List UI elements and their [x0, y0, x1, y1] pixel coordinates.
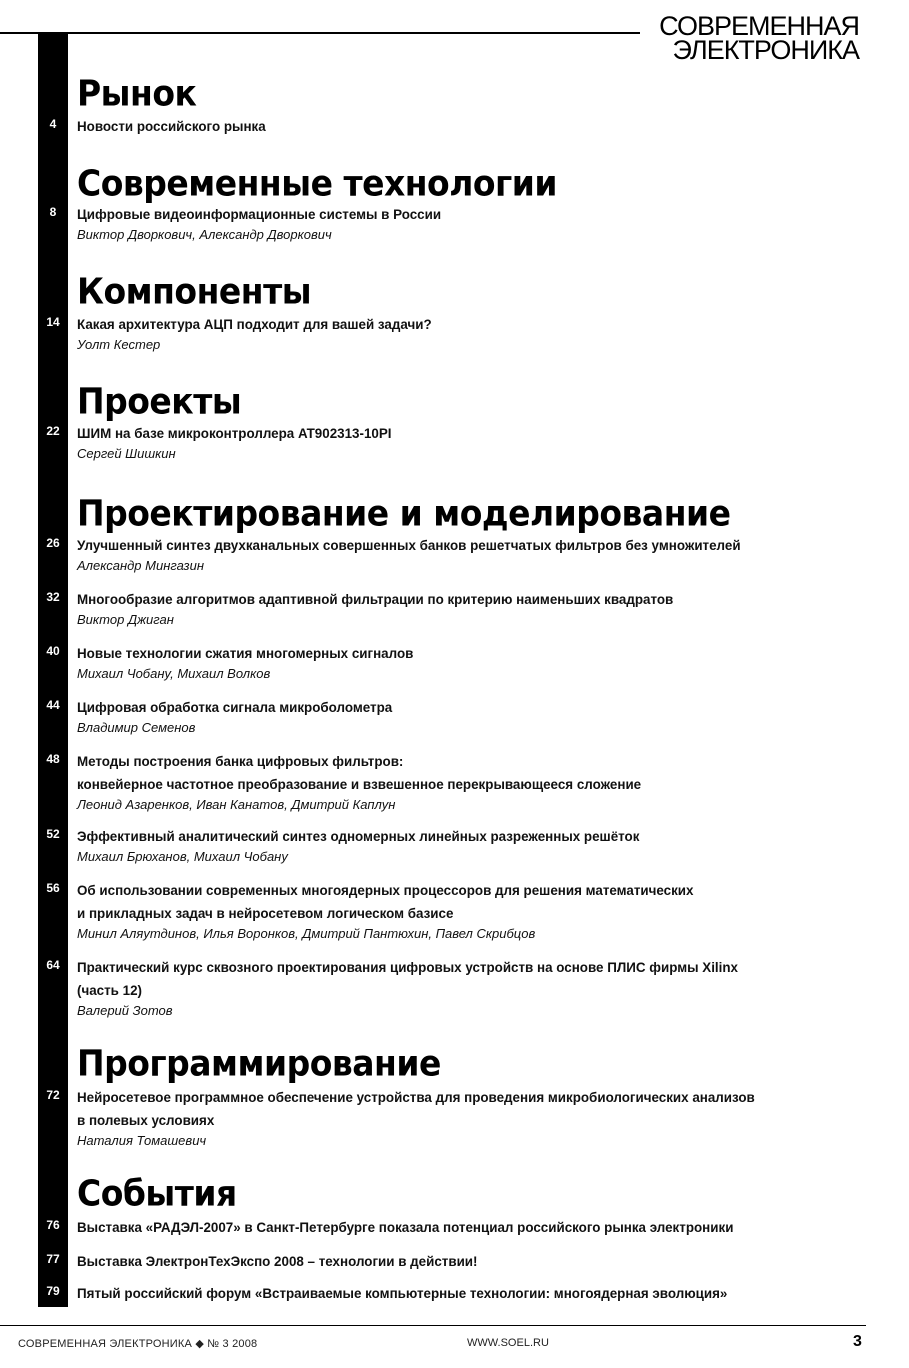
entry-title-line: Новости российского рынка [77, 119, 266, 134]
entry-page-number: 32 [46, 590, 60, 604]
entry-title-line: Цифровая обработка сигнала микроболометра [77, 700, 393, 715]
entry-page-number: 77 [46, 1252, 60, 1266]
entry-title-line: конвейерное частотное преобразование и взвешенное перекрывающееся сложение [77, 777, 642, 792]
entry-title-line: Цифровые видеоинформационные системы в России [77, 207, 442, 222]
entry-author: Наталия Томашевич [77, 1133, 207, 1148]
footer-issue-info: СОВРЕМЕННАЯ ЭЛЕКТРОНИКА ◆ № 3 2008 [18, 1338, 258, 1350]
entry-title [77, 1086, 877, 1132]
entry-title-line: Нейросетевое программное обеспечение устройства для проведения микробиологических анализов [77, 1090, 755, 1105]
entry-title-line: Эффективный аналитический синтез одномерных линейных разреженных решёток [77, 829, 640, 844]
section-title: Компоненты [77, 270, 312, 313]
entry-title [77, 115, 877, 138]
entry-title [77, 825, 877, 848]
entry-title [77, 203, 877, 226]
entry-page-number: 76 [46, 1218, 60, 1232]
entry-title-line: в полевых условиях [77, 1113, 215, 1128]
entry-title [77, 696, 877, 719]
entry-page-number: 26 [46, 536, 60, 550]
entry-title [77, 534, 877, 557]
entry-author: Уолт Кестер [77, 337, 161, 352]
entry-title-line: Методы построения банка цифровых фильтров: [77, 754, 404, 769]
entry-author: Леонид Азаренков, Иван Канатов, Дмитрий Каплун [77, 797, 396, 812]
entry-title [77, 1250, 877, 1273]
entry-page-number: 44 [46, 698, 60, 712]
entry-author: Виктор Джиган [77, 612, 174, 627]
entry-page-number: 22 [46, 424, 60, 438]
entry-title-line: Об использовании современных многоядерных процессоров для решения математических [77, 883, 694, 898]
entry-title [77, 313, 877, 336]
entry-page-number: 79 [46, 1284, 60, 1298]
entry-author: Михаил Брюханов, Михаил Чобану [77, 849, 288, 864]
entry-page-number: 14 [46, 315, 60, 329]
entry-title [77, 422, 877, 445]
entry-title-line: ШИМ на базе микроконтроллера AT902313-10PI [77, 426, 392, 441]
entry-title [77, 588, 877, 611]
logo-line-2: ЭЛЕКТРОНИКА [672, 35, 859, 66]
entry-author: Владимир Семенов [77, 720, 196, 735]
entry-page-number: 8 [49, 205, 57, 219]
entry-author: Минил Аляутдинов, Илья Воронков, Дмитрий Пантюхин, Павел Скрибцов [77, 926, 536, 941]
section-title: Проекты [77, 380, 242, 423]
entry-title-line: и прикладных задач в нейросетевом логическом базисе [77, 906, 454, 921]
entry-title-line: Улучшенный синтез двухканальных совершенных банков решетчатых фильтров без умножителей [77, 538, 741, 553]
entry-page-number: 4 [49, 117, 57, 131]
entry-author: Виктор Дворкович, Александр Дворкович [77, 227, 332, 242]
entry-title-line: Выставка ЭлектронТехЭкспо 2008 – технологии в действии! [77, 1254, 478, 1269]
entry-author: Валерий Зотов [77, 1003, 173, 1018]
entry-title [77, 879, 877, 925]
entry-author: Александр Мингазин [77, 558, 204, 573]
entry-title [77, 1282, 877, 1305]
section-title: События [77, 1172, 237, 1215]
entry-title-line: Выставка «РАДЭЛ-2007» в Санкт-Петербурге показала потенциал российского рынка электроники [77, 1220, 734, 1235]
entry-title-line: Какая архитектура АЦП подходит для вашей задачи? [77, 317, 432, 332]
entry-author: Михаил Чобану, Михаил Волков [77, 666, 271, 681]
entry-author: Сергей Шишкин [77, 446, 176, 461]
logo-line-1: СОВРЕМЕННАЯ [659, 11, 859, 41]
entry-title [77, 956, 877, 1002]
entry-title [77, 750, 877, 796]
entry-page-number: 40 [46, 644, 60, 658]
section-title: Программирование [77, 1042, 441, 1085]
entry-page-number: 56 [46, 881, 60, 895]
entry-page-number: 52 [46, 827, 60, 841]
entry-title-line: Многообразие алгоритмов адаптивной фильтрации по критерию наименьших квадратов [77, 592, 674, 607]
footer-page-number: 3 [853, 1333, 862, 1350]
entry-title [77, 642, 877, 665]
entry-page-number: 64 [46, 958, 60, 972]
entry-title-line: Пятый российский форум «Встраиваемые компьютерные технологии: многоядерная эволюция» [77, 1286, 728, 1301]
section-title: Современные технологии [77, 162, 558, 205]
entry-title-line: (часть 12) [77, 983, 142, 998]
entry-page-number: 72 [46, 1088, 60, 1102]
entry-title-line: Новые технологии сжатия многомерных сигналов [77, 646, 414, 661]
entry-title-line: Практический курс сквозного проектирования цифровых устройств на основе ПЛИС фирмы Xilinx [77, 960, 738, 975]
section-title: Проектирование и моделирование [77, 492, 731, 535]
entry-title [77, 1216, 877, 1239]
footer-website[interactable]: WWW.SOEL.RU [467, 1337, 549, 1349]
entry-page-number: 48 [46, 752, 60, 766]
section-title: Рынок [77, 72, 197, 115]
footer-rule [0, 1325, 866, 1326]
